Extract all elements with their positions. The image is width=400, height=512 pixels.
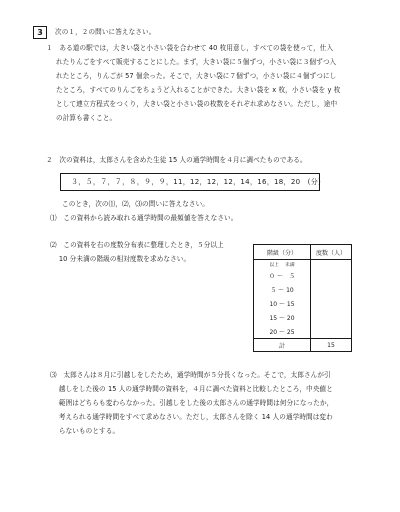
q2-sub2-line: ⑵ この資料を右の度数分布表に整理したとき，５分以上	[50, 241, 224, 249]
total-value: 15	[311, 339, 352, 352]
header-frequency: 度数（人）	[311, 245, 352, 260]
frequency-cell	[311, 282, 352, 296]
frequency-cell	[311, 310, 352, 324]
question-1	[46, 44, 340, 122]
q1-line: れたりんごをすべて販売することにした。まず，大きい袋に５個ずつ，小さい袋に３個ずつ入	[56, 58, 337, 66]
header-class: 階級（分）	[254, 245, 311, 260]
frequency-table	[253, 244, 352, 352]
q2-sub1: ⑴ この資料から読み取れる通学時間の最頻値を答えなさい。	[50, 214, 238, 222]
q2-sub3	[50, 371, 333, 435]
frequency-cell	[311, 324, 352, 339]
frequency-table-wrapper	[253, 244, 352, 352]
q1-line: の計算も書くこと。	[56, 114, 117, 122]
q1-line: れたところ，りんごが 57 個余った。そこで，大きい袋に７個ずつ，小さい袋に４個ずつにし	[56, 72, 337, 80]
class-range: 10 〜 15	[254, 296, 311, 310]
class-range: 20 〜 25	[254, 324, 311, 339]
sub-to: 未満	[285, 262, 295, 268]
q1-line: たところ，すべてのりんごをちょうど入れることができた。大きい袋を x 枚，小さい袋を y 枚	[56, 86, 341, 94]
section-intro: 次の１，２の問いに答えなさい。	[55, 28, 156, 36]
q2-sub3-line: 越しをした後の 15 人の通学時間の資料を，４月に調べた資料と比較したところ，中央値と	[50, 385, 333, 393]
q1-line: １ ある道の駅では，大きい袋と小さい袋を合わせて 40 枚用意し，すべての袋を使って，仕入	[46, 44, 334, 52]
sub-from: 以上	[269, 262, 279, 268]
q2-sub2	[50, 241, 224, 263]
q2-intro: ２ 次の資料は，太郎さんを含めた生徒 15 人の通学時間を４月に調べたものである。	[46, 156, 307, 164]
total-label: 計	[254, 339, 311, 352]
q2-sub3-line: 範囲はどちらも変わらなかった。引越しをした後の太郎さんの通学時間は何分になったか，	[50, 399, 334, 407]
frequency-cell	[311, 296, 352, 310]
q2-sub3-line: らないものとする。	[50, 427, 120, 435]
q2-sub3-line: ⑶ 太郎さんは８月に引越しをしたため，通学時間が５分長くなった。そこで，太郎さんが引	[50, 371, 331, 379]
class-range: ０ 〜 ５	[254, 268, 311, 282]
q2-sub3-line: 考えられる通学時間をすべて求めなさい。ただし，太郎さんを除く 14 人の通学時間は変わ	[50, 413, 333, 421]
data-box: ３，５，７，７，８，９，９，11，12，12，12，14，16，18，20 (分)	[60, 173, 320, 191]
question-number-box: 3	[33, 26, 47, 39]
q2-prompt: このとき，次の⑴，⑵，⑶の問いに答えなさい。	[62, 200, 209, 208]
empty-cell	[311, 260, 352, 269]
class-range: ５ 〜 10	[254, 282, 311, 296]
frequency-cell	[311, 268, 352, 282]
class-subheader	[254, 260, 311, 269]
q2-sub2-line: 10 分未満の階級の相対度数を求めなさい。	[50, 255, 191, 263]
class-range: 15 〜 20	[254, 310, 311, 324]
q1-line: として連立方程式をつくり，大きい袋と小さい袋の枚数をそれぞれ求めなさい。ただし，途中	[56, 100, 338, 108]
